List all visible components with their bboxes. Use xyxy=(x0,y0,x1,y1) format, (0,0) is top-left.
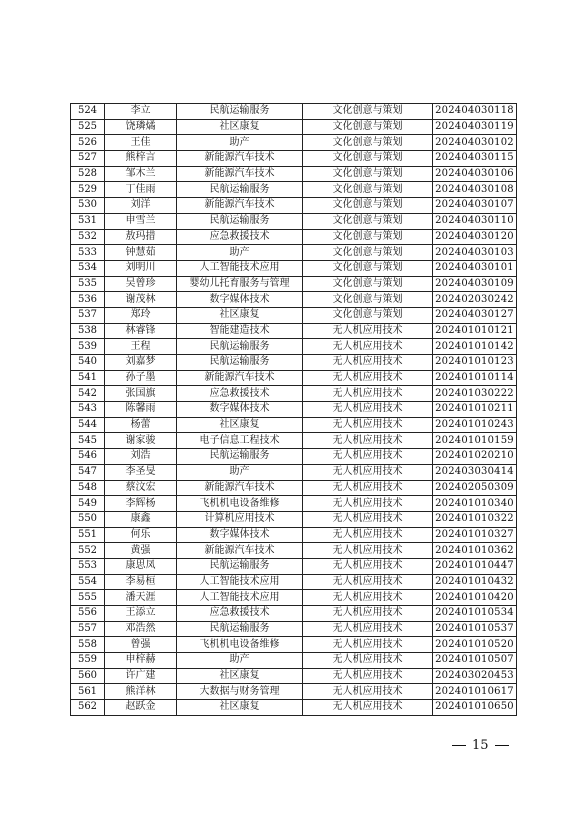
student-name-cell: 熊洋林 xyxy=(105,684,177,700)
selected-program-cell: 无人机应用技术 xyxy=(303,637,433,653)
selected-program-cell: 无人机应用技术 xyxy=(303,606,433,622)
selected-program-cell: 文化创意与策划 xyxy=(303,182,433,198)
selected-program-cell: 文化创意与策划 xyxy=(303,151,433,167)
selected-program-cell: 文化创意与策划 xyxy=(303,229,433,245)
table-row xyxy=(71,574,517,590)
student-id-cell: 202404030120 xyxy=(433,229,517,245)
original-major-cell: 民航运输服务 xyxy=(177,104,303,120)
student-name-cell: 李辉杨 xyxy=(105,496,177,512)
student-name-cell: 钟慧茹 xyxy=(105,245,177,261)
row-number-cell: 542 xyxy=(71,386,105,402)
table-row xyxy=(71,119,517,135)
selected-program-cell: 文化创意与策划 xyxy=(303,260,433,276)
student-id-cell: 202404030103 xyxy=(433,245,517,261)
original-major-cell: 人工智能技术应用 xyxy=(177,260,303,276)
table-row xyxy=(71,590,517,606)
selected-program-cell: 无人机应用技术 xyxy=(303,621,433,637)
selected-program-cell: 无人机应用技术 xyxy=(303,574,433,590)
student-name-cell: 张国旗 xyxy=(105,386,177,402)
original-major-cell: 应急救援技术 xyxy=(177,229,303,245)
table-row xyxy=(71,355,517,371)
original-major-cell: 智能建造技术 xyxy=(177,323,303,339)
table-row xyxy=(71,276,517,292)
student-name-cell: 曾强 xyxy=(105,637,177,653)
student-name-cell: 刘明川 xyxy=(105,260,177,276)
table-row xyxy=(71,637,517,653)
selected-program-cell: 文化创意与策划 xyxy=(303,135,433,151)
selected-program-cell: 无人机应用技术 xyxy=(303,433,433,449)
selected-program-cell: 文化创意与策划 xyxy=(303,245,433,261)
original-major-cell: 民航运输服务 xyxy=(177,182,303,198)
row-number-cell: 537 xyxy=(71,307,105,323)
original-major-cell: 社区康复 xyxy=(177,119,303,135)
original-major-cell: 人工智能技术应用 xyxy=(177,574,303,590)
original-major-cell: 电子信息工程技术 xyxy=(177,433,303,449)
student-id-cell: 202403020453 xyxy=(433,668,517,684)
student-name-cell: 王佳 xyxy=(105,135,177,151)
student-name-cell: 王添立 xyxy=(105,606,177,622)
original-major-cell: 人工智能技术应用 xyxy=(177,590,303,606)
selected-program-cell: 文化创意与策划 xyxy=(303,119,433,135)
original-major-cell: 民航运输服务 xyxy=(177,213,303,229)
row-number-cell: 548 xyxy=(71,480,105,496)
footer-dash-right xyxy=(495,745,509,747)
student-name-cell: 黄强 xyxy=(105,543,177,559)
row-number-cell: 541 xyxy=(71,370,105,386)
selected-program-cell: 无人机应用技术 xyxy=(303,480,433,496)
table-row xyxy=(71,464,517,480)
page-number: 15 xyxy=(472,738,489,753)
selected-program-cell: 无人机应用技术 xyxy=(303,668,433,684)
student-id-cell: 202401010114 xyxy=(433,370,517,386)
student-id-cell: 202401010447 xyxy=(433,558,517,574)
selected-program-cell: 文化创意与策划 xyxy=(303,104,433,120)
original-major-cell: 社区康复 xyxy=(177,417,303,433)
selected-program-cell: 文化创意与策划 xyxy=(303,166,433,182)
original-major-cell: 新能源汽车技术 xyxy=(177,480,303,496)
student-name-cell: 邹木兰 xyxy=(105,166,177,182)
table-row xyxy=(71,653,517,669)
row-number-cell: 559 xyxy=(71,653,105,669)
original-major-cell: 民航运输服务 xyxy=(177,355,303,371)
row-number-cell: 552 xyxy=(71,543,105,559)
table-row xyxy=(71,339,517,355)
student-name-cell: 谢茂林 xyxy=(105,292,177,308)
selected-program-cell: 无人机应用技术 xyxy=(303,449,433,465)
original-major-cell: 飞机机电设备维修 xyxy=(177,637,303,653)
original-major-cell: 新能源汽车技术 xyxy=(177,370,303,386)
student-id-cell: 202401010362 xyxy=(433,543,517,559)
row-number-cell: 536 xyxy=(71,292,105,308)
student-name-cell: 李圣旻 xyxy=(105,464,177,480)
row-number-cell: 532 xyxy=(71,229,105,245)
student-id-cell: 202404030101 xyxy=(433,260,517,276)
student-id-cell: 202404030119 xyxy=(433,119,517,135)
student-id-cell: 202401010159 xyxy=(433,433,517,449)
selected-program-cell: 无人机应用技术 xyxy=(303,684,433,700)
original-major-cell: 社区康复 xyxy=(177,668,303,684)
table-row xyxy=(71,198,517,214)
table-row xyxy=(71,151,517,167)
student-id-cell: 202401010650 xyxy=(433,700,517,716)
selected-program-cell: 文化创意与策划 xyxy=(303,276,433,292)
student-name-cell: 赵跃金 xyxy=(105,700,177,716)
row-number-cell: 562 xyxy=(71,700,105,716)
row-number-cell: 557 xyxy=(71,621,105,637)
table-row xyxy=(71,496,517,512)
student-name-cell: 饶璘燏 xyxy=(105,119,177,135)
original-major-cell: 新能源汽车技术 xyxy=(177,198,303,214)
original-major-cell: 民航运输服务 xyxy=(177,558,303,574)
row-number-cell: 544 xyxy=(71,417,105,433)
row-number-cell: 526 xyxy=(71,135,105,151)
selected-program-cell: 无人机应用技术 xyxy=(303,464,433,480)
original-major-cell: 应急救援技术 xyxy=(177,386,303,402)
table-row xyxy=(71,684,517,700)
student-name-cell: 丁佳雨 xyxy=(105,182,177,198)
student-name-cell: 李立 xyxy=(105,104,177,120)
student-name-cell: 康鑫 xyxy=(105,511,177,527)
table-row xyxy=(71,700,517,716)
student-id-cell: 202404030118 xyxy=(433,104,517,120)
table-row xyxy=(71,135,517,151)
row-number-cell: 535 xyxy=(71,276,105,292)
student-id-cell: 202401010432 xyxy=(433,574,517,590)
original-major-cell: 助产 xyxy=(177,245,303,261)
original-major-cell: 数字媒体技术 xyxy=(177,527,303,543)
row-number-cell: 560 xyxy=(71,668,105,684)
table-row xyxy=(71,543,517,559)
selected-program-cell: 无人机应用技术 xyxy=(303,558,433,574)
student-id-cell: 202401010520 xyxy=(433,637,517,653)
original-major-cell: 新能源汽车技术 xyxy=(177,151,303,167)
table-row xyxy=(71,182,517,198)
original-major-cell: 助产 xyxy=(177,653,303,669)
original-major-cell: 应急救援技术 xyxy=(177,606,303,622)
table-row xyxy=(71,104,517,120)
row-number-cell: 529 xyxy=(71,182,105,198)
table-row xyxy=(71,527,517,543)
row-number-cell: 550 xyxy=(71,511,105,527)
row-number-cell: 525 xyxy=(71,119,105,135)
table-row xyxy=(71,213,517,229)
table-row xyxy=(71,323,517,339)
table-row xyxy=(71,480,517,496)
table-row xyxy=(71,229,517,245)
student-id-cell: 202401010322 xyxy=(433,511,517,527)
student-name-cell: 陈馨雨 xyxy=(105,402,177,418)
student-name-cell: 熊梓言 xyxy=(105,151,177,167)
selected-program-cell: 无人机应用技术 xyxy=(303,496,433,512)
student-id-cell: 202401010142 xyxy=(433,339,517,355)
student-roster-table xyxy=(70,103,517,716)
student-id-cell: 202404030127 xyxy=(433,307,517,323)
student-id-cell: 202401020210 xyxy=(433,449,517,465)
student-name-cell: 李易桓 xyxy=(105,574,177,590)
row-number-cell: 527 xyxy=(71,151,105,167)
student-name-cell: 谢家骏 xyxy=(105,433,177,449)
original-major-cell: 新能源汽车技术 xyxy=(177,543,303,559)
student-id-cell: 202401010327 xyxy=(433,527,517,543)
row-number-cell: 546 xyxy=(71,449,105,465)
student-name-cell: 何乐 xyxy=(105,527,177,543)
selected-program-cell: 无人机应用技术 xyxy=(303,527,433,543)
row-number-cell: 553 xyxy=(71,558,105,574)
original-major-cell: 飞机机电设备维修 xyxy=(177,496,303,512)
selected-program-cell: 无人机应用技术 xyxy=(303,700,433,716)
student-name-cell: 吴曾珍 xyxy=(105,276,177,292)
selected-program-cell: 文化创意与策划 xyxy=(303,292,433,308)
student-id-cell: 202401010211 xyxy=(433,402,517,418)
original-major-cell: 婴幼儿托育服务与管理 xyxy=(177,276,303,292)
student-name-cell: 敖玛措 xyxy=(105,229,177,245)
row-number-cell: 528 xyxy=(71,166,105,182)
table-row xyxy=(71,260,517,276)
original-major-cell: 民航运输服务 xyxy=(177,621,303,637)
student-id-cell: 202404030102 xyxy=(433,135,517,151)
row-number-cell: 543 xyxy=(71,402,105,418)
table-row xyxy=(71,558,517,574)
student-id-cell: 202404030106 xyxy=(433,166,517,182)
row-number-cell: 549 xyxy=(71,496,105,512)
row-number-cell: 556 xyxy=(71,606,105,622)
student-name-cell: 康思凤 xyxy=(105,558,177,574)
student-name-cell: 邓浩然 xyxy=(105,621,177,637)
row-number-cell: 551 xyxy=(71,527,105,543)
student-name-cell: 申梓赫 xyxy=(105,653,177,669)
table-row xyxy=(71,433,517,449)
selected-program-cell: 无人机应用技术 xyxy=(303,402,433,418)
student-id-cell: 202401030222 xyxy=(433,386,517,402)
original-major-cell: 大数据与财务管理 xyxy=(177,684,303,700)
student-name-cell: 许广建 xyxy=(105,668,177,684)
table-row xyxy=(71,307,517,323)
student-name-cell: 潘天涯 xyxy=(105,590,177,606)
row-number-cell: 547 xyxy=(71,464,105,480)
student-id-cell: 202401010537 xyxy=(433,621,517,637)
row-number-cell: 531 xyxy=(71,213,105,229)
selected-program-cell: 文化创意与策划 xyxy=(303,213,433,229)
original-major-cell: 助产 xyxy=(177,135,303,151)
row-number-cell: 534 xyxy=(71,260,105,276)
original-major-cell: 民航运输服务 xyxy=(177,339,303,355)
selected-program-cell: 无人机应用技术 xyxy=(303,511,433,527)
student-id-cell: 202404030108 xyxy=(433,182,517,198)
student-id-cell: 202404030107 xyxy=(433,198,517,214)
selected-program-cell: 无人机应用技术 xyxy=(303,355,433,371)
student-id-cell: 202403030414 xyxy=(433,464,517,480)
row-number-cell: 533 xyxy=(71,245,105,261)
student-name-cell: 申雪兰 xyxy=(105,213,177,229)
row-number-cell: 555 xyxy=(71,590,105,606)
original-major-cell: 社区康复 xyxy=(177,700,303,716)
page-footer xyxy=(452,738,509,753)
student-name-cell: 杨蕾 xyxy=(105,417,177,433)
row-number-cell: 540 xyxy=(71,355,105,371)
roster-body xyxy=(71,104,517,716)
table-row xyxy=(71,245,517,261)
row-number-cell: 561 xyxy=(71,684,105,700)
original-major-cell: 计算机应用技术 xyxy=(177,511,303,527)
student-name-cell: 孙子墨 xyxy=(105,370,177,386)
original-major-cell: 数字媒体技术 xyxy=(177,402,303,418)
original-major-cell: 数字媒体技术 xyxy=(177,292,303,308)
selected-program-cell: 无人机应用技术 xyxy=(303,339,433,355)
student-name-cell: 刘嘉梦 xyxy=(105,355,177,371)
selected-program-cell: 无人机应用技术 xyxy=(303,590,433,606)
selected-program-cell: 文化创意与策划 xyxy=(303,198,433,214)
student-name-cell: 刘浩 xyxy=(105,449,177,465)
student-id-cell: 202401010507 xyxy=(433,653,517,669)
student-id-cell: 202401010123 xyxy=(433,355,517,371)
footer-dash-left xyxy=(452,745,466,747)
row-number-cell: 539 xyxy=(71,339,105,355)
row-number-cell: 530 xyxy=(71,198,105,214)
student-id-cell: 202401010121 xyxy=(433,323,517,339)
selected-program-cell: 无人机应用技术 xyxy=(303,386,433,402)
table-row xyxy=(71,621,517,637)
table-row xyxy=(71,386,517,402)
row-number-cell: 524 xyxy=(71,104,105,120)
student-id-cell: 202401010534 xyxy=(433,606,517,622)
original-major-cell: 助产 xyxy=(177,464,303,480)
student-name-cell: 蔡汶宏 xyxy=(105,480,177,496)
table-row xyxy=(71,449,517,465)
selected-program-cell: 无人机应用技术 xyxy=(303,323,433,339)
selected-program-cell: 文化创意与策划 xyxy=(303,307,433,323)
table-row xyxy=(71,606,517,622)
student-id-cell: 202404030109 xyxy=(433,276,517,292)
student-id-cell: 202401010617 xyxy=(433,684,517,700)
student-id-cell: 202404030110 xyxy=(433,213,517,229)
row-number-cell: 545 xyxy=(71,433,105,449)
original-major-cell: 社区康复 xyxy=(177,307,303,323)
student-id-cell: 202401010420 xyxy=(433,590,517,606)
selected-program-cell: 无人机应用技术 xyxy=(303,370,433,386)
table-row xyxy=(71,166,517,182)
table-row xyxy=(71,511,517,527)
student-name-cell: 刘洋 xyxy=(105,198,177,214)
student-name-cell: 林睿锋 xyxy=(105,323,177,339)
row-number-cell: 558 xyxy=(71,637,105,653)
table-row xyxy=(71,417,517,433)
selected-program-cell: 无人机应用技术 xyxy=(303,653,433,669)
student-id-cell: 202402050309 xyxy=(433,480,517,496)
row-number-cell: 538 xyxy=(71,323,105,339)
student-name-cell: 王程 xyxy=(105,339,177,355)
selected-program-cell: 无人机应用技术 xyxy=(303,417,433,433)
student-id-cell: 202401010243 xyxy=(433,417,517,433)
student-id-cell: 202404030115 xyxy=(433,151,517,167)
table-row xyxy=(71,292,517,308)
student-id-cell: 202402030242 xyxy=(433,292,517,308)
student-id-cell: 202401010340 xyxy=(433,496,517,512)
table-row xyxy=(71,370,517,386)
row-number-cell: 554 xyxy=(71,574,105,590)
original-major-cell: 民航运输服务 xyxy=(177,449,303,465)
original-major-cell: 新能源汽车技术 xyxy=(177,166,303,182)
table-row xyxy=(71,402,517,418)
student-name-cell: 郑玲 xyxy=(105,307,177,323)
selected-program-cell: 无人机应用技术 xyxy=(303,543,433,559)
table-row xyxy=(71,668,517,684)
